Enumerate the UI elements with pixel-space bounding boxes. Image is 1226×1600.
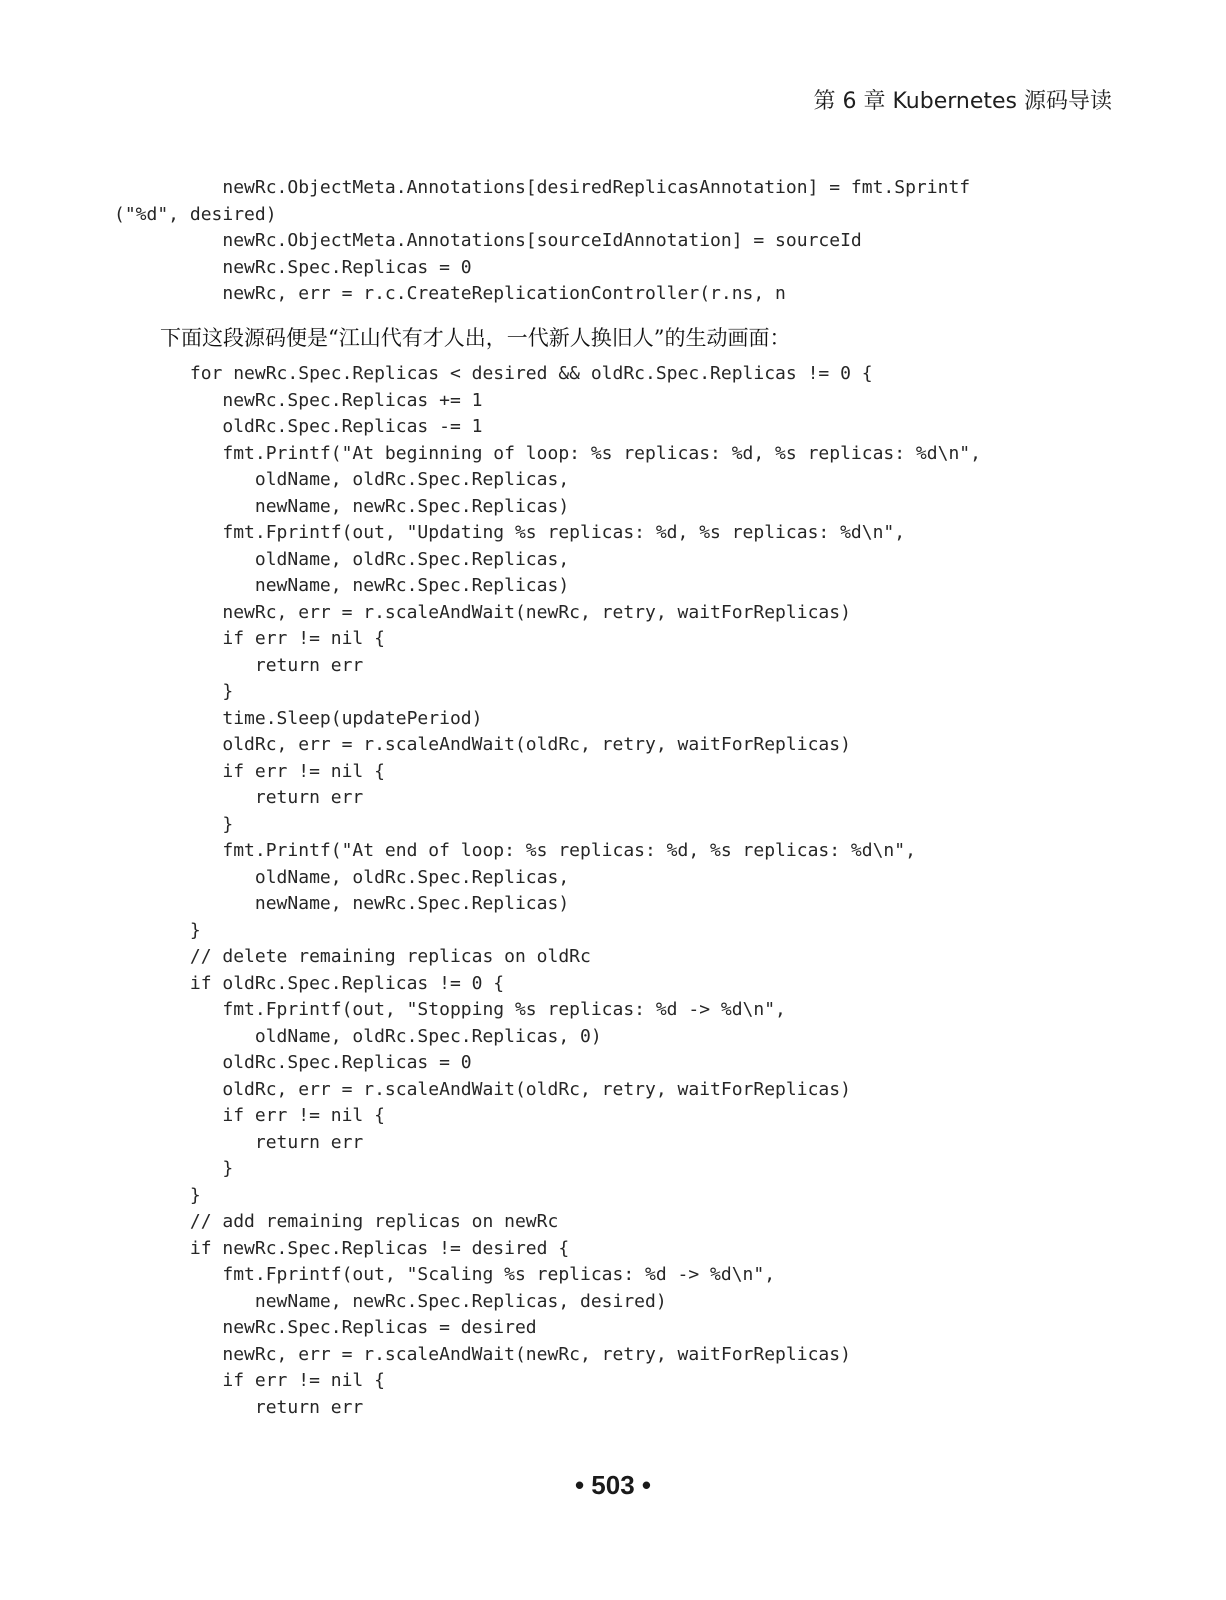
code-line: newName, newRc.Spec.Replicas) bbox=[114, 575, 570, 596]
code-line: oldName, oldRc.Spec.Replicas, bbox=[114, 469, 570, 490]
code-line: oldName, oldRc.Spec.Replicas, 0) bbox=[114, 1025, 602, 1047]
code-line: newRc.Spec.Replicas = 0 bbox=[114, 256, 472, 278]
body-paragraph: 下面这段源码便是“江山代有才人出，一代新人换旧人”的生动画面： bbox=[160, 326, 791, 350]
code-line: // add remaining replicas on newRc bbox=[114, 1211, 559, 1232]
code-line: fmt.Fprintf(out, "Scaling %s replicas: %d -> %d\n", bbox=[114, 1264, 776, 1285]
code-line: } bbox=[114, 1184, 201, 1206]
code-line: oldName, oldRc.Spec.Replicas, bbox=[114, 866, 570, 888]
code-line: if err != nil { bbox=[114, 1105, 385, 1126]
code-line: if oldRc.Spec.Replicas != 0 { bbox=[114, 972, 505, 994]
code-line: if newRc.Spec.Replicas != desired { bbox=[114, 1237, 570, 1259]
code-line: // delete remaining replicas on oldRc bbox=[114, 946, 591, 967]
code-line: oldRc.Spec.Replicas -= 1 bbox=[114, 416, 483, 437]
code-line: } bbox=[114, 1158, 234, 1179]
code-line: if err != nil { bbox=[114, 760, 385, 782]
code-line: fmt.Printf("At beginning of loop: %s replicas: %d, %s replicas: %d\n", bbox=[114, 442, 981, 464]
code-line: oldName, oldRc.Spec.Replicas, bbox=[114, 548, 570, 570]
code-block-main bbox=[114, 361, 981, 1421]
code-line: newRc, err = r.c.CreateReplicationController(r.ns, n bbox=[114, 283, 786, 304]
code-line: } bbox=[114, 919, 201, 941]
page-number: • 503 • bbox=[574, 1470, 652, 1500]
code-line: fmt.Fprintf(out, "Stopping %s replicas: %d -> %d\n", bbox=[114, 999, 786, 1020]
code-line: ("%d", desired) bbox=[114, 203, 277, 225]
code-line: fmt.Fprintf(out, "Updating %s replicas: %d, %s replicas: %d\n", bbox=[114, 522, 906, 543]
code-line: newName, newRc.Spec.Replicas, desired) bbox=[114, 1290, 667, 1312]
code-block-top bbox=[114, 175, 970, 308]
code-line: } bbox=[114, 681, 234, 702]
code-line: newRc.Spec.Replicas = desired bbox=[114, 1317, 537, 1338]
code-line: fmt.Printf("At end of loop: %s replicas: %d, %s replicas: %d\n", bbox=[114, 840, 916, 861]
code-line: time.Sleep(updatePeriod) bbox=[114, 707, 483, 729]
code-line: newRc.ObjectMeta.Annotations[desiredReplicasAnnotation] = fmt.Sprintf bbox=[114, 177, 971, 198]
code-line: newRc, err = r.scaleAndWait(newRc, retry, waitForReplicas) bbox=[114, 601, 851, 623]
code-line: for newRc.Spec.Replicas < desired && oldRc.Spec.Replicas != 0 { bbox=[114, 363, 873, 384]
code-line: return err bbox=[114, 1131, 364, 1153]
code-line: newRc.ObjectMeta.Annotations[sourceIdAnnotation] = sourceId bbox=[114, 230, 862, 251]
code-line: } bbox=[114, 813, 234, 835]
code-line: oldRc.Spec.Replicas = 0 bbox=[114, 1052, 472, 1073]
code-line: newName, newRc.Spec.Replicas) bbox=[114, 495, 570, 517]
code-line: if err != nil { bbox=[114, 1370, 385, 1391]
code-line: oldRc, err = r.scaleAndWait(oldRc, retry, waitForReplicas) bbox=[114, 1078, 851, 1100]
code-line: return err bbox=[114, 1396, 364, 1418]
code-line: if err != nil { bbox=[114, 628, 385, 649]
code-line: newRc.Spec.Replicas += 1 bbox=[114, 389, 483, 411]
code-line: newRc, err = r.scaleAndWait(newRc, retry, waitForReplicas) bbox=[114, 1343, 851, 1365]
chapter-header: 第 6 章 Kubernetes 源码导读 bbox=[813, 89, 1112, 114]
code-line: oldRc, err = r.scaleAndWait(oldRc, retry, waitForReplicas) bbox=[114, 734, 851, 755]
code-line: return err bbox=[114, 787, 364, 808]
code-line: return err bbox=[114, 654, 364, 676]
code-line: newName, newRc.Spec.Replicas) bbox=[114, 893, 570, 914]
